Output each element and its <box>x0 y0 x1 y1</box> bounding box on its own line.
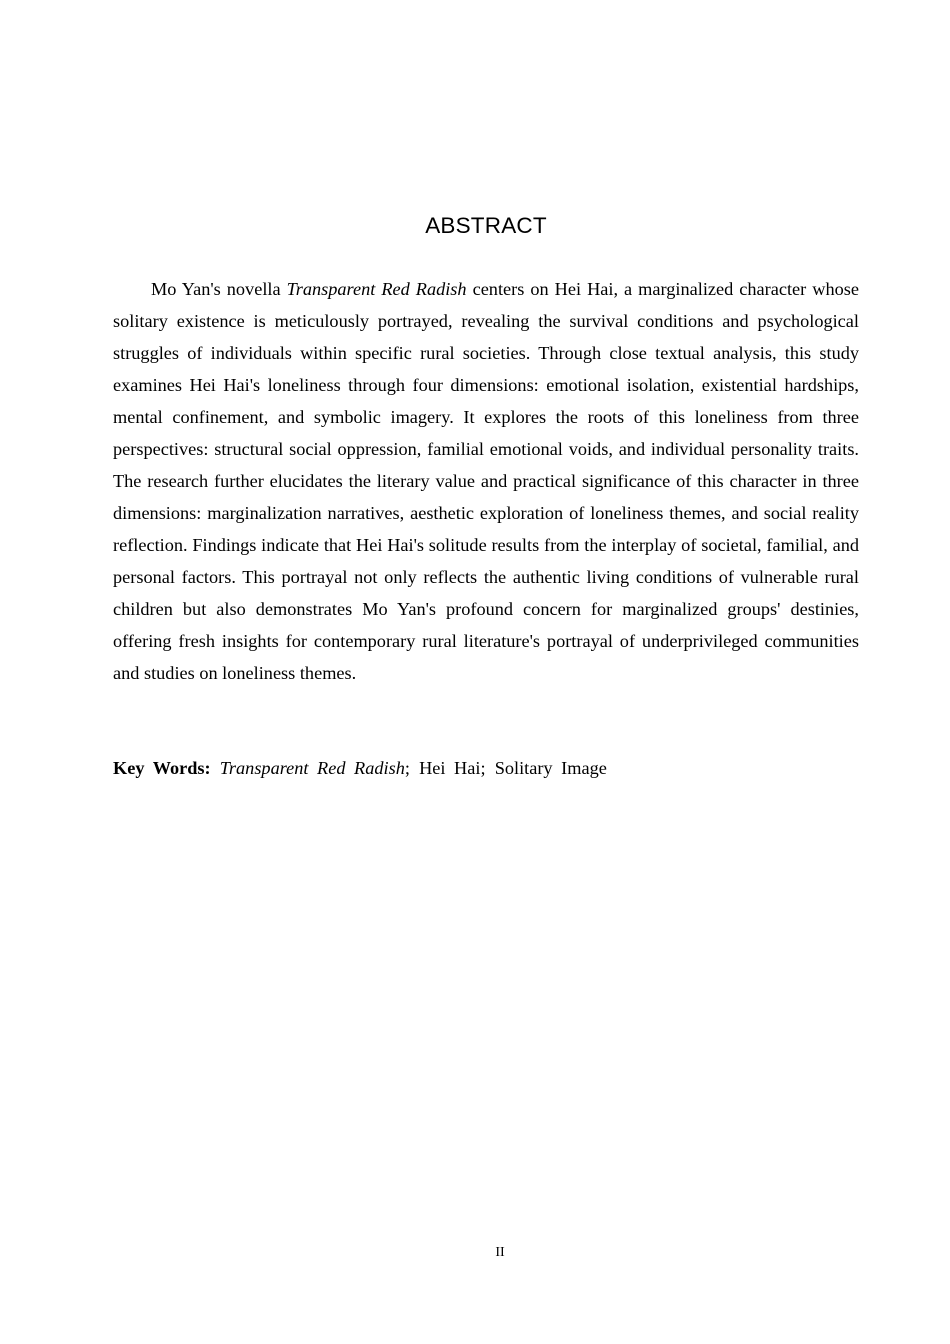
keywords-label: Key Words: <box>113 758 211 778</box>
abstract-heading: ABSTRACT <box>425 213 547 238</box>
keyword-item: Solitary Image <box>494 758 607 778</box>
keyword-separator: ; <box>480 758 486 778</box>
keyword-item: Transparent Red Radish <box>219 758 405 778</box>
abstract-paragraph <box>113 273 859 689</box>
abstract-work-title: Transparent Red Radish <box>286 279 467 299</box>
keyword-item: Hei Hai <box>419 758 481 778</box>
abstract-lead-text: Mo Yan's novella <box>151 279 287 299</box>
abstract-body-text: centers on Hei Hai, a marginalized character whose solitary existence is meticulously portrayed, revealing the survival conditions and psychological struggles of individuals within specific rural societies. Through close textual analysis, this study examines Hei Hai's loneliness through four dimensions: emotional isolation, existential hardships, mental confinement, and symbolic imagery. It explores the roots of this loneliness from three perspectives: structural social oppression, familial emotional voids, and individual personality traits. The research further elucidates the literary value and practical significance of this character in three dimensions: marginalization narratives, aesthetic exploration of loneliness themes, and social reality reflection. Findings indicate that Hei Hai's solitude results from the interplay of societal, familial, and personal factors. This portrayal not only reflects the authentic living conditions of vulnerable rural children but also demonstrates Mo Yan's profound concern for marginalized groups' destinies, offering fresh insights for contemporary rural literature's portrayal of underprivileged communities and studies on loneliness themes. <box>113 279 859 683</box>
keyword-separator: ; <box>404 758 410 778</box>
page-number: II <box>495 1245 505 1260</box>
keywords-line <box>113 752 859 784</box>
